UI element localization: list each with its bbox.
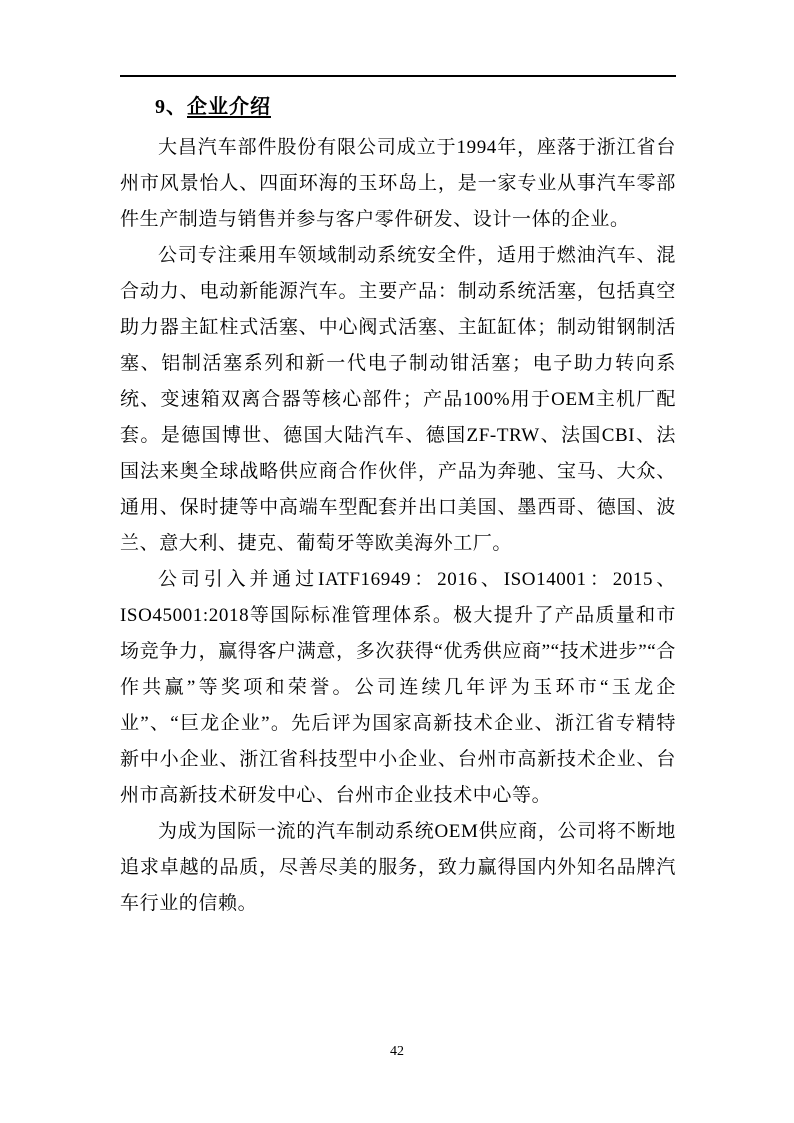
paragraph-vision: 为成为国际一流的汽车制动系统OEM供应商，公司将不断地追求卓越的品质，尽善尽美的服务，致力赢得国内外知名品牌汽车行业的信赖。 — [120, 821, 676, 914]
section-heading-number: 9、 — [155, 96, 187, 118]
section-heading-title: 企业介绍 — [187, 96, 271, 118]
body-text-block — [120, 130, 676, 922]
page-footer — [0, 1044, 794, 1060]
header-rule-divider — [120, 75, 676, 77]
section-heading — [155, 90, 271, 119]
paragraph-certifications-awards: 公司引入并通过IATF16949：2016、ISO14001：2015、ISO45001:2018等国际标准管理体系。极大提升了产品质量和市场竞争力，赢得客户满意，多次获得“优秀供应商”“技术进步”“合作共赢”等奖项和荣誉。公司连续几年评为玉环市“玉龙企业”、“巨龙企业”。先后评为国家高新技术企业、浙江省专精特新中小企业、浙江省科技型中小企业、台州市高新技术企业、台州市高新技术研发中心、台州市企业技术中心等。 — [120, 569, 676, 806]
page-number: 42 — [390, 1044, 404, 1059]
paragraph-products-partners: 公司专注乘用车领域制动系统安全件，适用于燃油汽车、混合动力、电动新能源汽车。主要产品：制动系统活塞，包括真空助力器主缸柱式活塞、中心阀式活塞、主缸缸体；制动钳钢制活塞、铝制活塞系列和新一代电子制动钳活塞；电子助力转向系统、变速箱双离合器等核心部件；产品100%用于OEM主机厂配套。是德国博世、德国大陆汽车、德国ZF-TRW、法国CBI、法国法来奥全球战略供应商合作伙伴，产品为奔驰、宝马、大众、通用、保时捷等中高端车型配套并出口美国、墨西哥、德国、波兰、意大利、捷克、葡萄牙等欧美海外工厂。 — [120, 245, 676, 554]
paragraph-company-founding: 大昌汽车部件股份有限公司成立于1994年，座落于浙江省台州市风景怡人、四面环海的玉环岛上，是一家专业从事汽车零部件生产制造与销售并参与客户零件研发、设计一体的企业。 — [120, 137, 676, 230]
